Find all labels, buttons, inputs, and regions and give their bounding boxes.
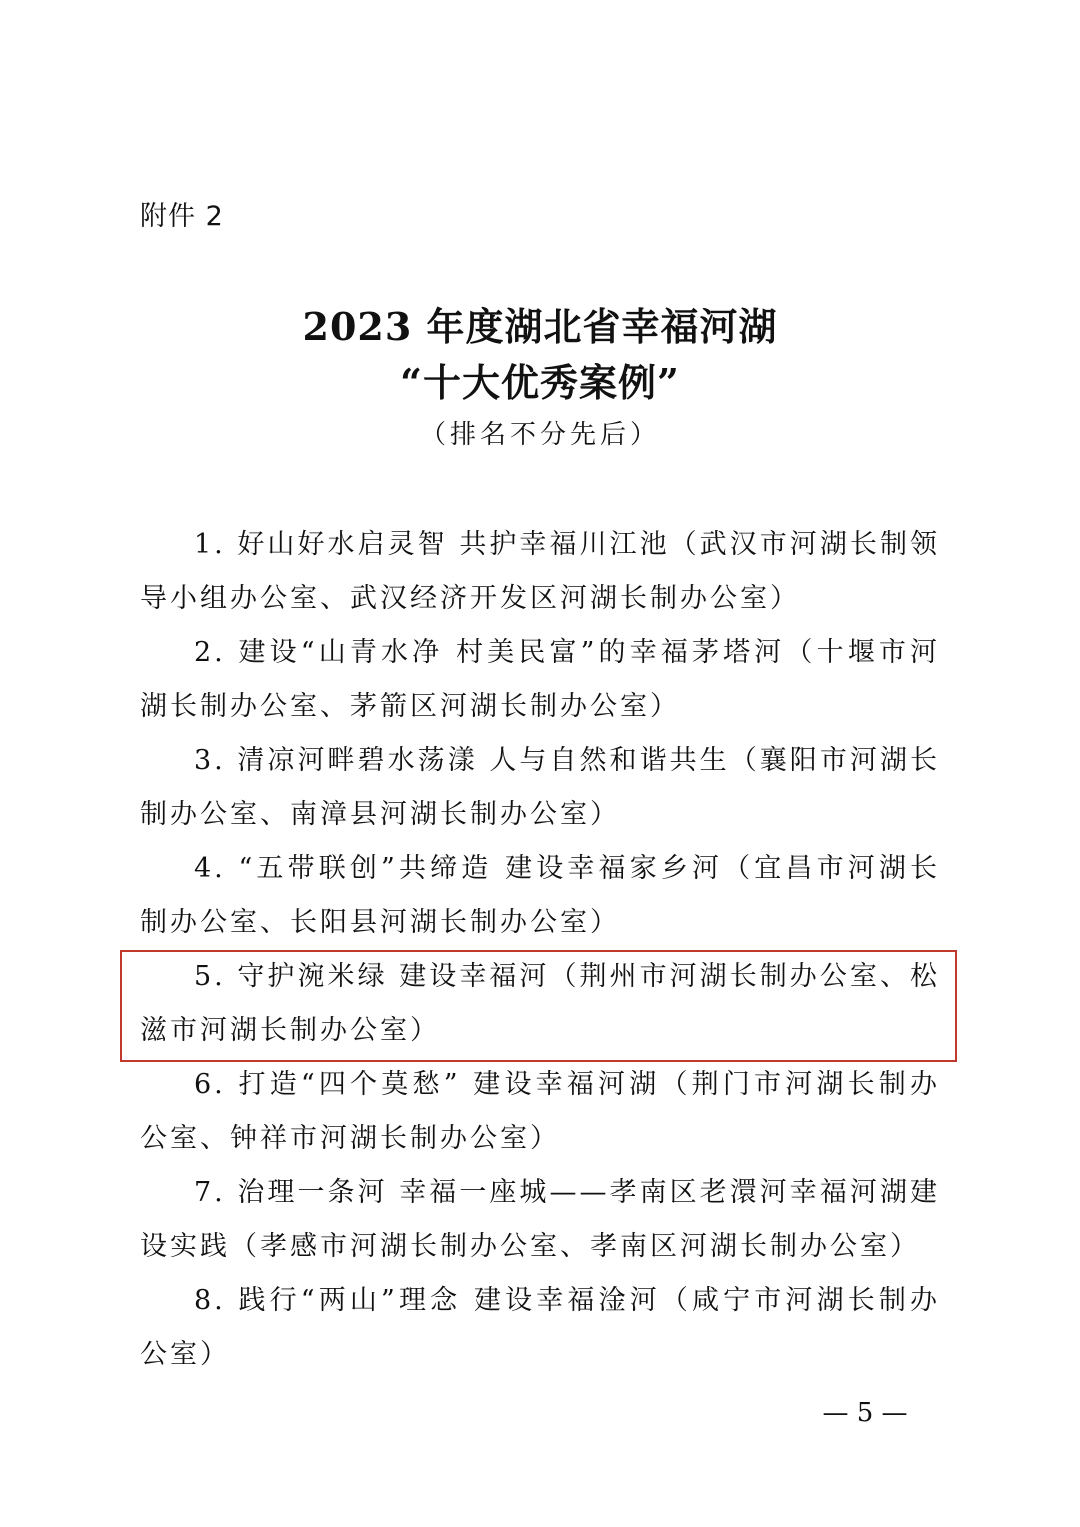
case-item-4: 4. “五带联创”共缔造 建设幸福家乡河（宜昌市河湖长制办公室、长阳县河湖长制办公室） <box>140 853 940 938</box>
page-number: — 5 — <box>822 1398 908 1428</box>
case-item-5: 5. 守护涴米绿 建设幸福河（荆州市河湖长制办公室、松滋市河湖长制办公室） <box>140 961 940 1046</box>
attachment-label: 附件 2 <box>140 201 224 232</box>
document-title-line2: “十大优秀案例” <box>400 360 680 405</box>
case-item-3: 3. 清凉河畔碧水荡漾 人与自然和谐共生（襄阳市河湖长制办公室、南漳县河湖长制办公室） <box>140 745 940 830</box>
case-item-6: 6. 打造“四个莫愁” 建设幸福河湖（荆门市河湖长制办公室、钟祥市河湖长制办公室） <box>140 1069 940 1154</box>
highlight-box-item-5 <box>120 950 957 1062</box>
document-subtitle: （排名不分先后） <box>419 420 660 450</box>
case-item-1: 1. 好山好水启灵智 共护幸福川江池（武汉市河湖长制领导小组办公室、武汉经济开发区河湖长制办公室） <box>140 529 940 614</box>
case-item-8: 8. 践行“两山”理念 建设幸福淦河（咸宁市河湖长制办公室） <box>140 1285 940 1370</box>
case-item-2: 2. 建设“山青水净 村美民富”的幸福茅塔河（十堰市河湖长制办公室、茅箭区河湖长制办公室） <box>140 637 940 722</box>
document-title-line1: 2023 年度湖北省幸福河湖 <box>302 304 778 349</box>
case-item-7: 7. 治理一条河 幸福一座城——孝南区老澴河幸福河湖建设实践（孝感市河湖长制办公室、孝南区河湖长制办公室） <box>140 1177 940 1262</box>
